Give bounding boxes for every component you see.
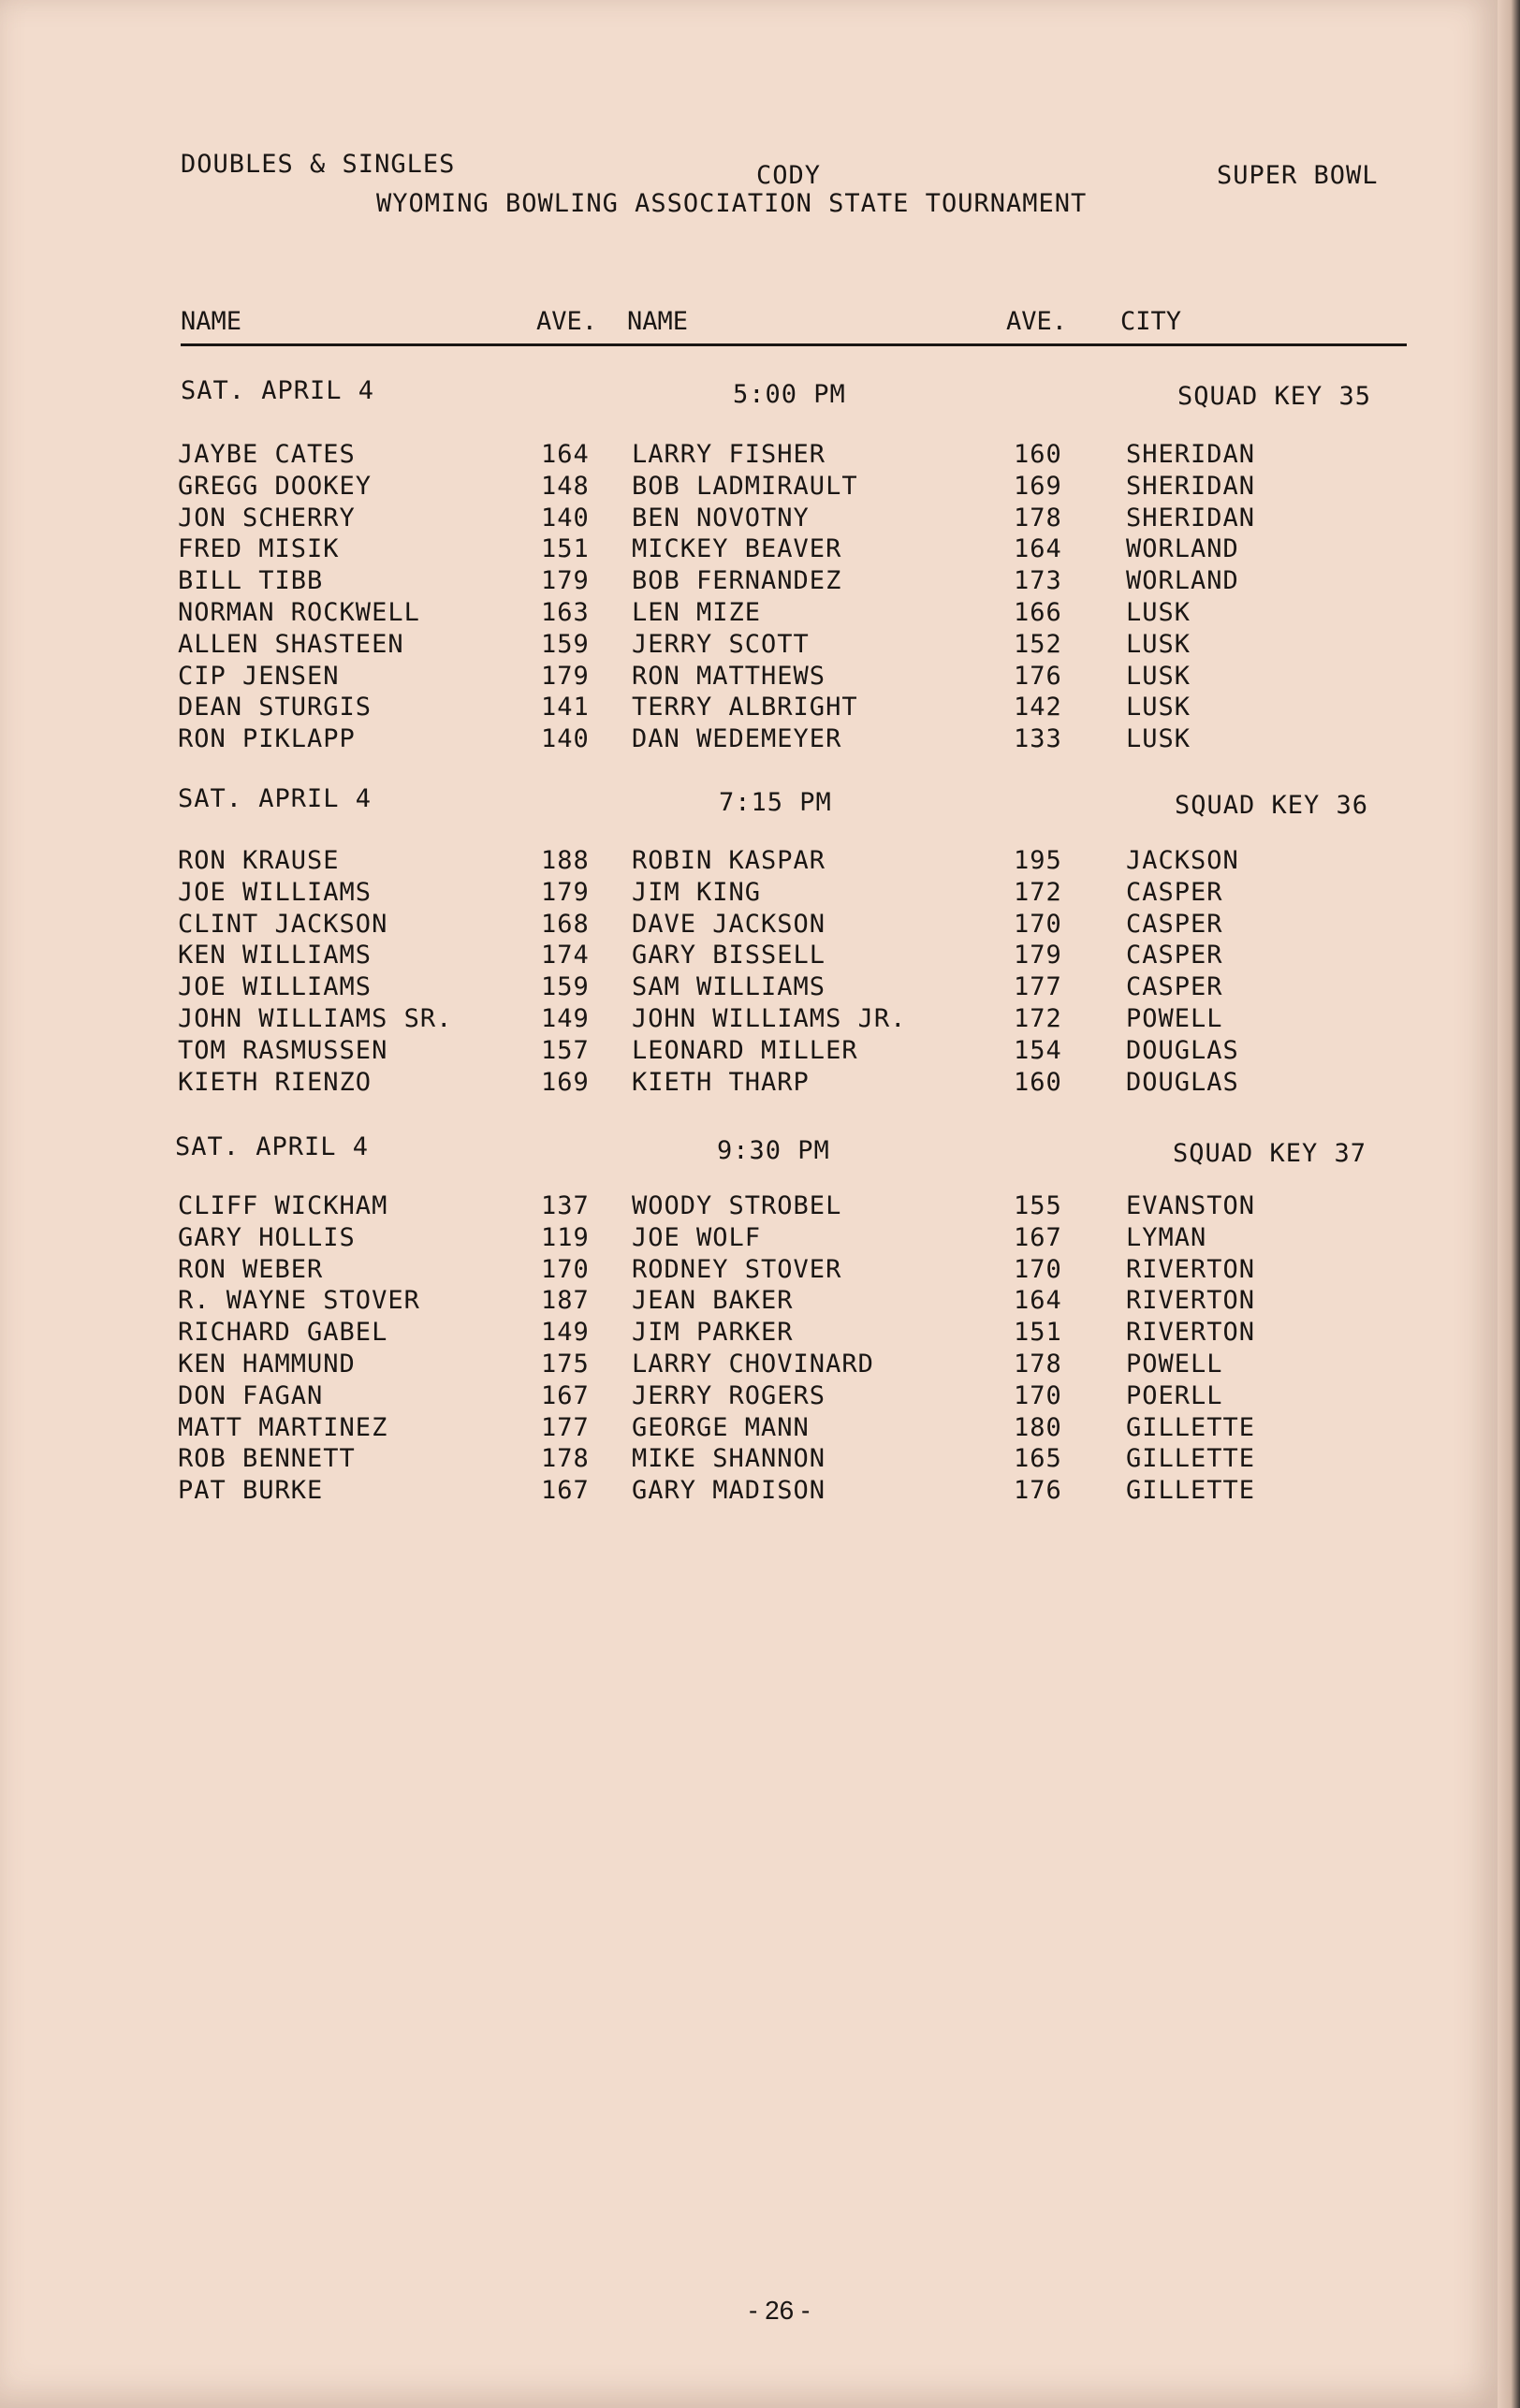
header-right: SUPER BOWL	[1217, 161, 1379, 190]
partner-average: 173	[1014, 566, 1062, 596]
table-row	[0, 972, 1498, 1004]
bowler-average: 178	[541, 1444, 590, 1474]
partner-average: 180	[1014, 1412, 1062, 1442]
bowler-name: JON SCHERRY	[178, 503, 356, 533]
bowler-average: 170	[541, 1254, 590, 1284]
table-row	[0, 1413, 1498, 1445]
partner-average: 169	[1014, 471, 1062, 501]
column-header-ave: AVE.	[536, 307, 598, 336]
bowler-name: NORMAN ROCKWELL	[178, 598, 420, 627]
partner-name: KIETH THARP	[632, 1067, 810, 1097]
table-row	[0, 534, 1498, 566]
bowler-average: 177	[541, 1412, 590, 1442]
partner-name: LARRY FISHER	[632, 440, 826, 469]
bowler-average: 149	[541, 1318, 590, 1348]
bowler-average: 179	[541, 566, 590, 596]
partner-average: 165	[1014, 1444, 1062, 1474]
city: SHERIDAN	[1126, 503, 1256, 533]
partner-name: RON MATTHEWS	[632, 661, 826, 691]
bowler-name: JAYBE CATES	[178, 440, 356, 469]
bowler-average: 164	[541, 440, 590, 469]
page-edge	[1498, 0, 1520, 2408]
city: RIVERTON	[1126, 1318, 1256, 1348]
header-left: DOUBLES & SINGLES	[181, 150, 456, 179]
city: SHERIDAN	[1126, 471, 1256, 501]
bowler-name: GARY HOLLIS	[178, 1222, 356, 1252]
partner-average: 166	[1014, 598, 1062, 627]
partner-average: 160	[1014, 1067, 1062, 1097]
city: CASPER	[1126, 941, 1223, 970]
bowler-average: 175	[541, 1350, 590, 1379]
partner-name: BEN NOVOTNY	[632, 503, 810, 533]
show-through-text	[150, 187, 165, 256]
partner-name: MICKEY BEAVER	[632, 534, 842, 564]
partner-average: 164	[1014, 1286, 1062, 1316]
table-row	[0, 440, 1498, 472]
column-header-city: CITY	[1120, 307, 1182, 336]
city: RIVERTON	[1126, 1286, 1256, 1316]
partner-average: 178	[1014, 1350, 1062, 1379]
bowler-name: ROB BENNETT	[178, 1444, 356, 1474]
bowler-name: KEN HAMMUND	[178, 1350, 356, 1379]
table-row	[0, 724, 1498, 756]
partner-name: GARY MADISON	[632, 1476, 826, 1506]
bowler-average: 140	[541, 724, 590, 754]
table-row	[0, 1381, 1498, 1413]
city: WORLAND	[1126, 566, 1239, 596]
partner-average: 154	[1014, 1035, 1062, 1065]
bowler-average: 137	[541, 1191, 590, 1220]
bowler-name: RON WEBER	[178, 1254, 324, 1284]
bowler-name: JOE WILLIAMS	[178, 972, 373, 1002]
bowler-average: 169	[541, 1067, 590, 1097]
section-day: SAT. APRIL 4	[178, 784, 373, 813]
partner-name: DAN WEDEMEYER	[632, 724, 842, 754]
table-row	[0, 878, 1498, 910]
partner-average: 142	[1014, 693, 1062, 722]
section-time: 5:00 PM	[733, 380, 846, 409]
bowler-average: 188	[541, 846, 590, 875]
partner-average: 176	[1014, 661, 1062, 691]
city: LUSK	[1126, 724, 1191, 754]
city: POERLL	[1126, 1380, 1223, 1410]
partner-name: JERRY SCOTT	[632, 629, 810, 659]
bowler-name: FRED MISIK	[178, 534, 340, 564]
partner-name: WOODY STROBEL	[632, 1191, 842, 1220]
section-squad-key: SQUAD KEY 35	[1177, 382, 1372, 411]
city: CASPER	[1126, 877, 1223, 907]
bowler-average: 149	[541, 1004, 590, 1033]
bowler-name: DEAN STURGIS	[178, 693, 373, 722]
city: GILLETTE	[1126, 1412, 1256, 1442]
table-row	[0, 1476, 1498, 1508]
table-row	[0, 910, 1498, 941]
partner-name: JEAN BAKER	[632, 1286, 794, 1316]
city: LUSK	[1126, 693, 1191, 722]
table-row	[0, 566, 1498, 598]
bowler-name: KIETH RIENZO	[178, 1067, 373, 1097]
city: LUSK	[1126, 661, 1191, 691]
bowler-average: 141	[541, 693, 590, 722]
table-row	[0, 598, 1498, 630]
table-row	[0, 846, 1498, 878]
bowler-name: CLIFF WICKHAM	[178, 1191, 388, 1220]
partner-average: 167	[1014, 1222, 1062, 1252]
partner-name: BOB LADMIRAULT	[632, 471, 858, 501]
bowler-name: RON KRAUSE	[178, 846, 340, 875]
section-time: 9:30 PM	[717, 1136, 830, 1165]
partner-average: 133	[1014, 724, 1062, 754]
city: DOUGLAS	[1126, 1035, 1239, 1065]
bowler-name: TOM RASMUSSEN	[178, 1035, 388, 1065]
table-row	[0, 693, 1498, 724]
table-row	[0, 941, 1498, 972]
partner-average: 176	[1014, 1476, 1062, 1506]
bowler-name: R. WAYNE STOVER	[178, 1286, 420, 1316]
city: CASPER	[1126, 972, 1223, 1002]
partner-name: BOB FERNANDEZ	[632, 566, 842, 596]
table-row	[0, 1004, 1498, 1036]
city: WORLAND	[1126, 534, 1239, 564]
bowler-name: MATT MARTINEZ	[178, 1412, 388, 1442]
section-squad-key: SQUAD KEY 36	[1175, 791, 1369, 820]
partner-average: 170	[1014, 1380, 1062, 1410]
column-header-name: NAME	[181, 307, 242, 336]
bowler-average: 159	[541, 972, 590, 1002]
bowler-average: 179	[541, 661, 590, 691]
partner-average: 178	[1014, 503, 1062, 533]
table-row	[0, 1255, 1498, 1287]
bowler-name: JOHN WILLIAMS SR.	[178, 1004, 453, 1033]
city: SHERIDAN	[1126, 440, 1256, 469]
partner-average: 155	[1014, 1191, 1062, 1220]
table-row	[0, 472, 1498, 503]
partner-average: 172	[1014, 1004, 1062, 1033]
section-day: SAT. APRIL 4	[181, 376, 375, 405]
partner-average: 152	[1014, 629, 1062, 659]
bowler-name: JOE WILLIAMS	[178, 877, 373, 907]
partner-name: GEORGE MANN	[632, 1412, 810, 1442]
partner-average: 170	[1014, 909, 1062, 939]
partner-name: JERRY ROGERS	[632, 1380, 826, 1410]
table-row	[0, 1068, 1498, 1100]
section-time: 7:15 PM	[719, 788, 832, 817]
partner-name: LEONARD MILLER	[632, 1035, 858, 1065]
partner-name: JIM KING	[632, 877, 762, 907]
partner-average: 172	[1014, 877, 1062, 907]
column-header-partner-ave: AVE.	[1006, 307, 1068, 336]
city: LUSK	[1126, 598, 1191, 627]
partner-average: 160	[1014, 440, 1062, 469]
partner-name: DAVE JACKSON	[632, 909, 826, 939]
bowler-average: 140	[541, 503, 590, 533]
section-day: SAT. APRIL 4	[175, 1132, 370, 1161]
city: GILLETTE	[1126, 1476, 1256, 1506]
city: LUSK	[1126, 629, 1191, 659]
partner-name: JIM PARKER	[632, 1318, 794, 1348]
city: GILLETTE	[1126, 1444, 1256, 1474]
partner-name: LEN MIZE	[632, 598, 762, 627]
partner-name: GARY BISSELL	[632, 941, 826, 970]
partner-name: RODNEY STOVER	[632, 1254, 842, 1284]
bowler-average: 159	[541, 629, 590, 659]
partner-average: 151	[1014, 1318, 1062, 1348]
table-row	[0, 630, 1498, 662]
page-number: - 26 -	[749, 2296, 811, 2325]
partner-name: JOE WOLF	[632, 1222, 762, 1252]
bowler-average: 163	[541, 598, 590, 627]
bowler-average: 148	[541, 471, 590, 501]
partner-name: ROBIN KASPAR	[632, 846, 826, 875]
partner-name: JOHN WILLIAMS JR.	[632, 1004, 907, 1033]
partner-average: 164	[1014, 534, 1062, 564]
city: DOUGLAS	[1126, 1067, 1239, 1097]
table-row	[0, 503, 1498, 535]
partner-average: 177	[1014, 972, 1062, 1002]
city: POWELL	[1126, 1004, 1223, 1033]
bowler-average: 179	[541, 877, 590, 907]
table-row	[0, 1350, 1498, 1381]
bowler-name: RICHARD GABEL	[178, 1318, 388, 1348]
bowler-name: DON FAGAN	[178, 1380, 324, 1410]
bowler-name: GREGG DOOKEY	[178, 471, 373, 501]
bowler-average: 168	[541, 909, 590, 939]
city: RIVERTON	[1126, 1254, 1256, 1284]
bowler-average: 174	[541, 941, 590, 970]
column-header-partner-name: NAME	[627, 307, 689, 336]
partner-name: LARRY CHOVINARD	[632, 1350, 874, 1379]
bowler-name: BILL TIBB	[178, 566, 324, 596]
table-row	[0, 1318, 1498, 1350]
bowler-average: 151	[541, 534, 590, 564]
partner-name: TERRY ALBRIGHT	[632, 693, 858, 722]
city: EVANSTON	[1126, 1191, 1256, 1220]
city: LYMAN	[1126, 1222, 1207, 1252]
bowler-name: RON PIKLAPP	[178, 724, 356, 754]
header-rule	[181, 343, 1407, 346]
table-row	[0, 1223, 1498, 1255]
table-row	[0, 662, 1498, 693]
table-row	[0, 1036, 1498, 1068]
partner-name: MIKE SHANNON	[632, 1444, 826, 1474]
bowler-name: CIP JENSEN	[178, 661, 340, 691]
city: CASPER	[1126, 909, 1223, 939]
bowler-name: ALLEN SHASTEEN	[178, 629, 404, 659]
bowler-name: PAT BURKE	[178, 1476, 324, 1506]
partner-average: 179	[1014, 941, 1062, 970]
table-row	[0, 1191, 1498, 1223]
bowler-average: 187	[541, 1286, 590, 1316]
header-title: WYOMING BOWLING ASSOCIATION STATE TOURNAMENT	[376, 189, 1088, 218]
bowler-average: 167	[541, 1380, 590, 1410]
bowler-average: 157	[541, 1035, 590, 1065]
partner-average: 170	[1014, 1254, 1062, 1284]
table-row	[0, 1444, 1498, 1476]
partner-average: 195	[1014, 846, 1062, 875]
bowler-average: 167	[541, 1476, 590, 1506]
bowler-name: KEN WILLIAMS	[178, 941, 373, 970]
bowler-name: CLINT JACKSON	[178, 909, 388, 939]
city: POWELL	[1126, 1350, 1223, 1379]
section-squad-key: SQUAD KEY 37	[1173, 1139, 1367, 1168]
table-row	[0, 1286, 1498, 1318]
city: JACKSON	[1126, 846, 1239, 875]
header-center-top: CODY	[756, 161, 822, 190]
bowler-average: 119	[541, 1222, 590, 1252]
partner-name: SAM WILLIAMS	[632, 972, 826, 1002]
